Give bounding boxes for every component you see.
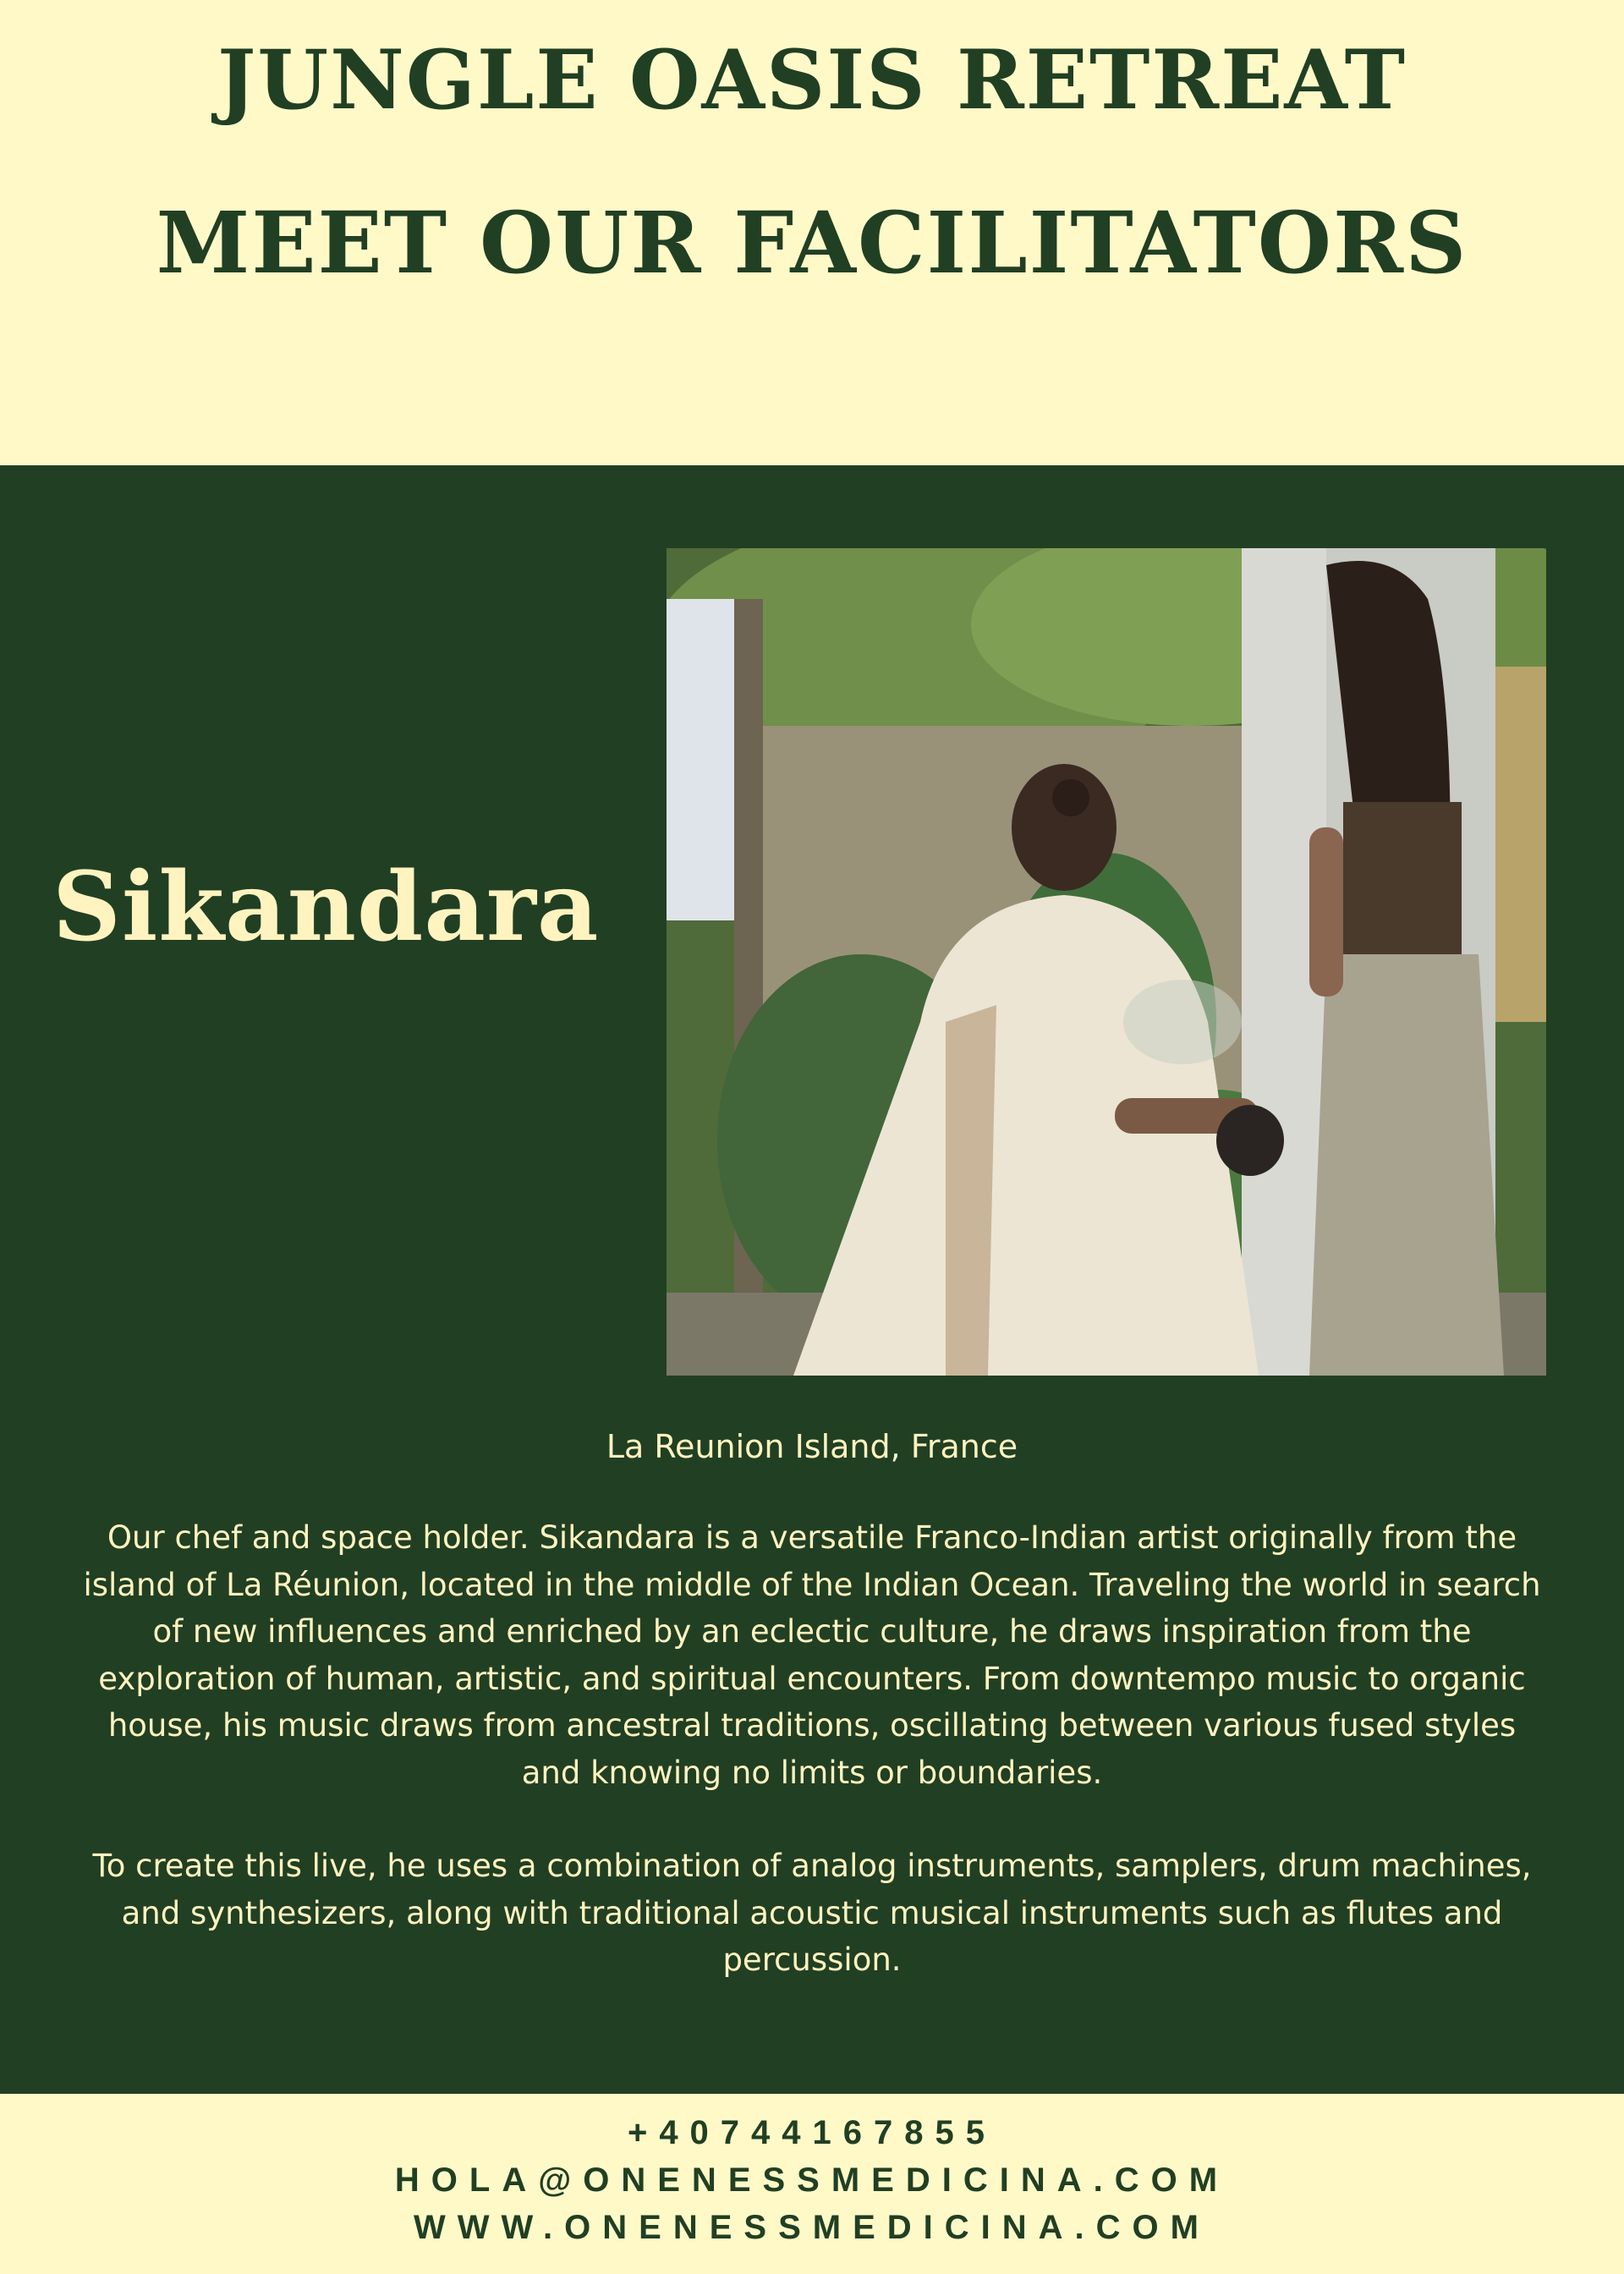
- facilitator-photo: [667, 548, 1546, 1376]
- website-link[interactable]: WWW.ONENESSMEDICINA.COM: [414, 2209, 1210, 2246]
- robe-trim: [946, 1005, 996, 1376]
- bio-paragraph: Our chef and space holder. Sikandara is a versatile Franco-Indian artist originally from the island of La Réunion, located in the middle of the Indian Ocean. Traveling the world in search of new influences and enriched by an eclectic culture, he draws inspiration from the exploration of human, artistic, and spiritual encounters. From downtempo music to organic house, his music draws from ancestral traditions, oscillating between various fused styles and knowing no limits or boundaries.: [83, 1519, 1541, 1791]
- section-title: MEET OUR FACILITATORS: [156, 193, 1468, 293]
- facilitator-name: Sikandara: [52, 852, 600, 963]
- bio-paragraph: To create this live, he uses a combination of analog instruments, samplers, drum machines, and synthesizers, along with traditional acoustic musical instruments such as flutes and percussion.: [92, 1848, 1532, 1978]
- woman-arm: [1309, 827, 1343, 997]
- header: [0, 0, 1624, 465]
- smoke: [1123, 980, 1242, 1064]
- email-address[interactable]: HOLA@ONENESSMEDICINA.COM: [394, 2161, 1230, 2199]
- photo-illustration: [667, 548, 1546, 1376]
- incense-bowl: [1216, 1105, 1284, 1176]
- retreat-title: JUNGLE OASIS RETREAT: [217, 32, 1407, 128]
- woman-pants: [1309, 954, 1504, 1376]
- contact-footer: [0, 2094, 1624, 2274]
- facilitator-section: [0, 465, 1624, 2094]
- facilitator-location: La Reunion Island, France: [606, 1428, 1018, 1465]
- phone-number[interactable]: +40744167855: [627, 2114, 997, 2151]
- man-hair-bun: [1052, 779, 1089, 816]
